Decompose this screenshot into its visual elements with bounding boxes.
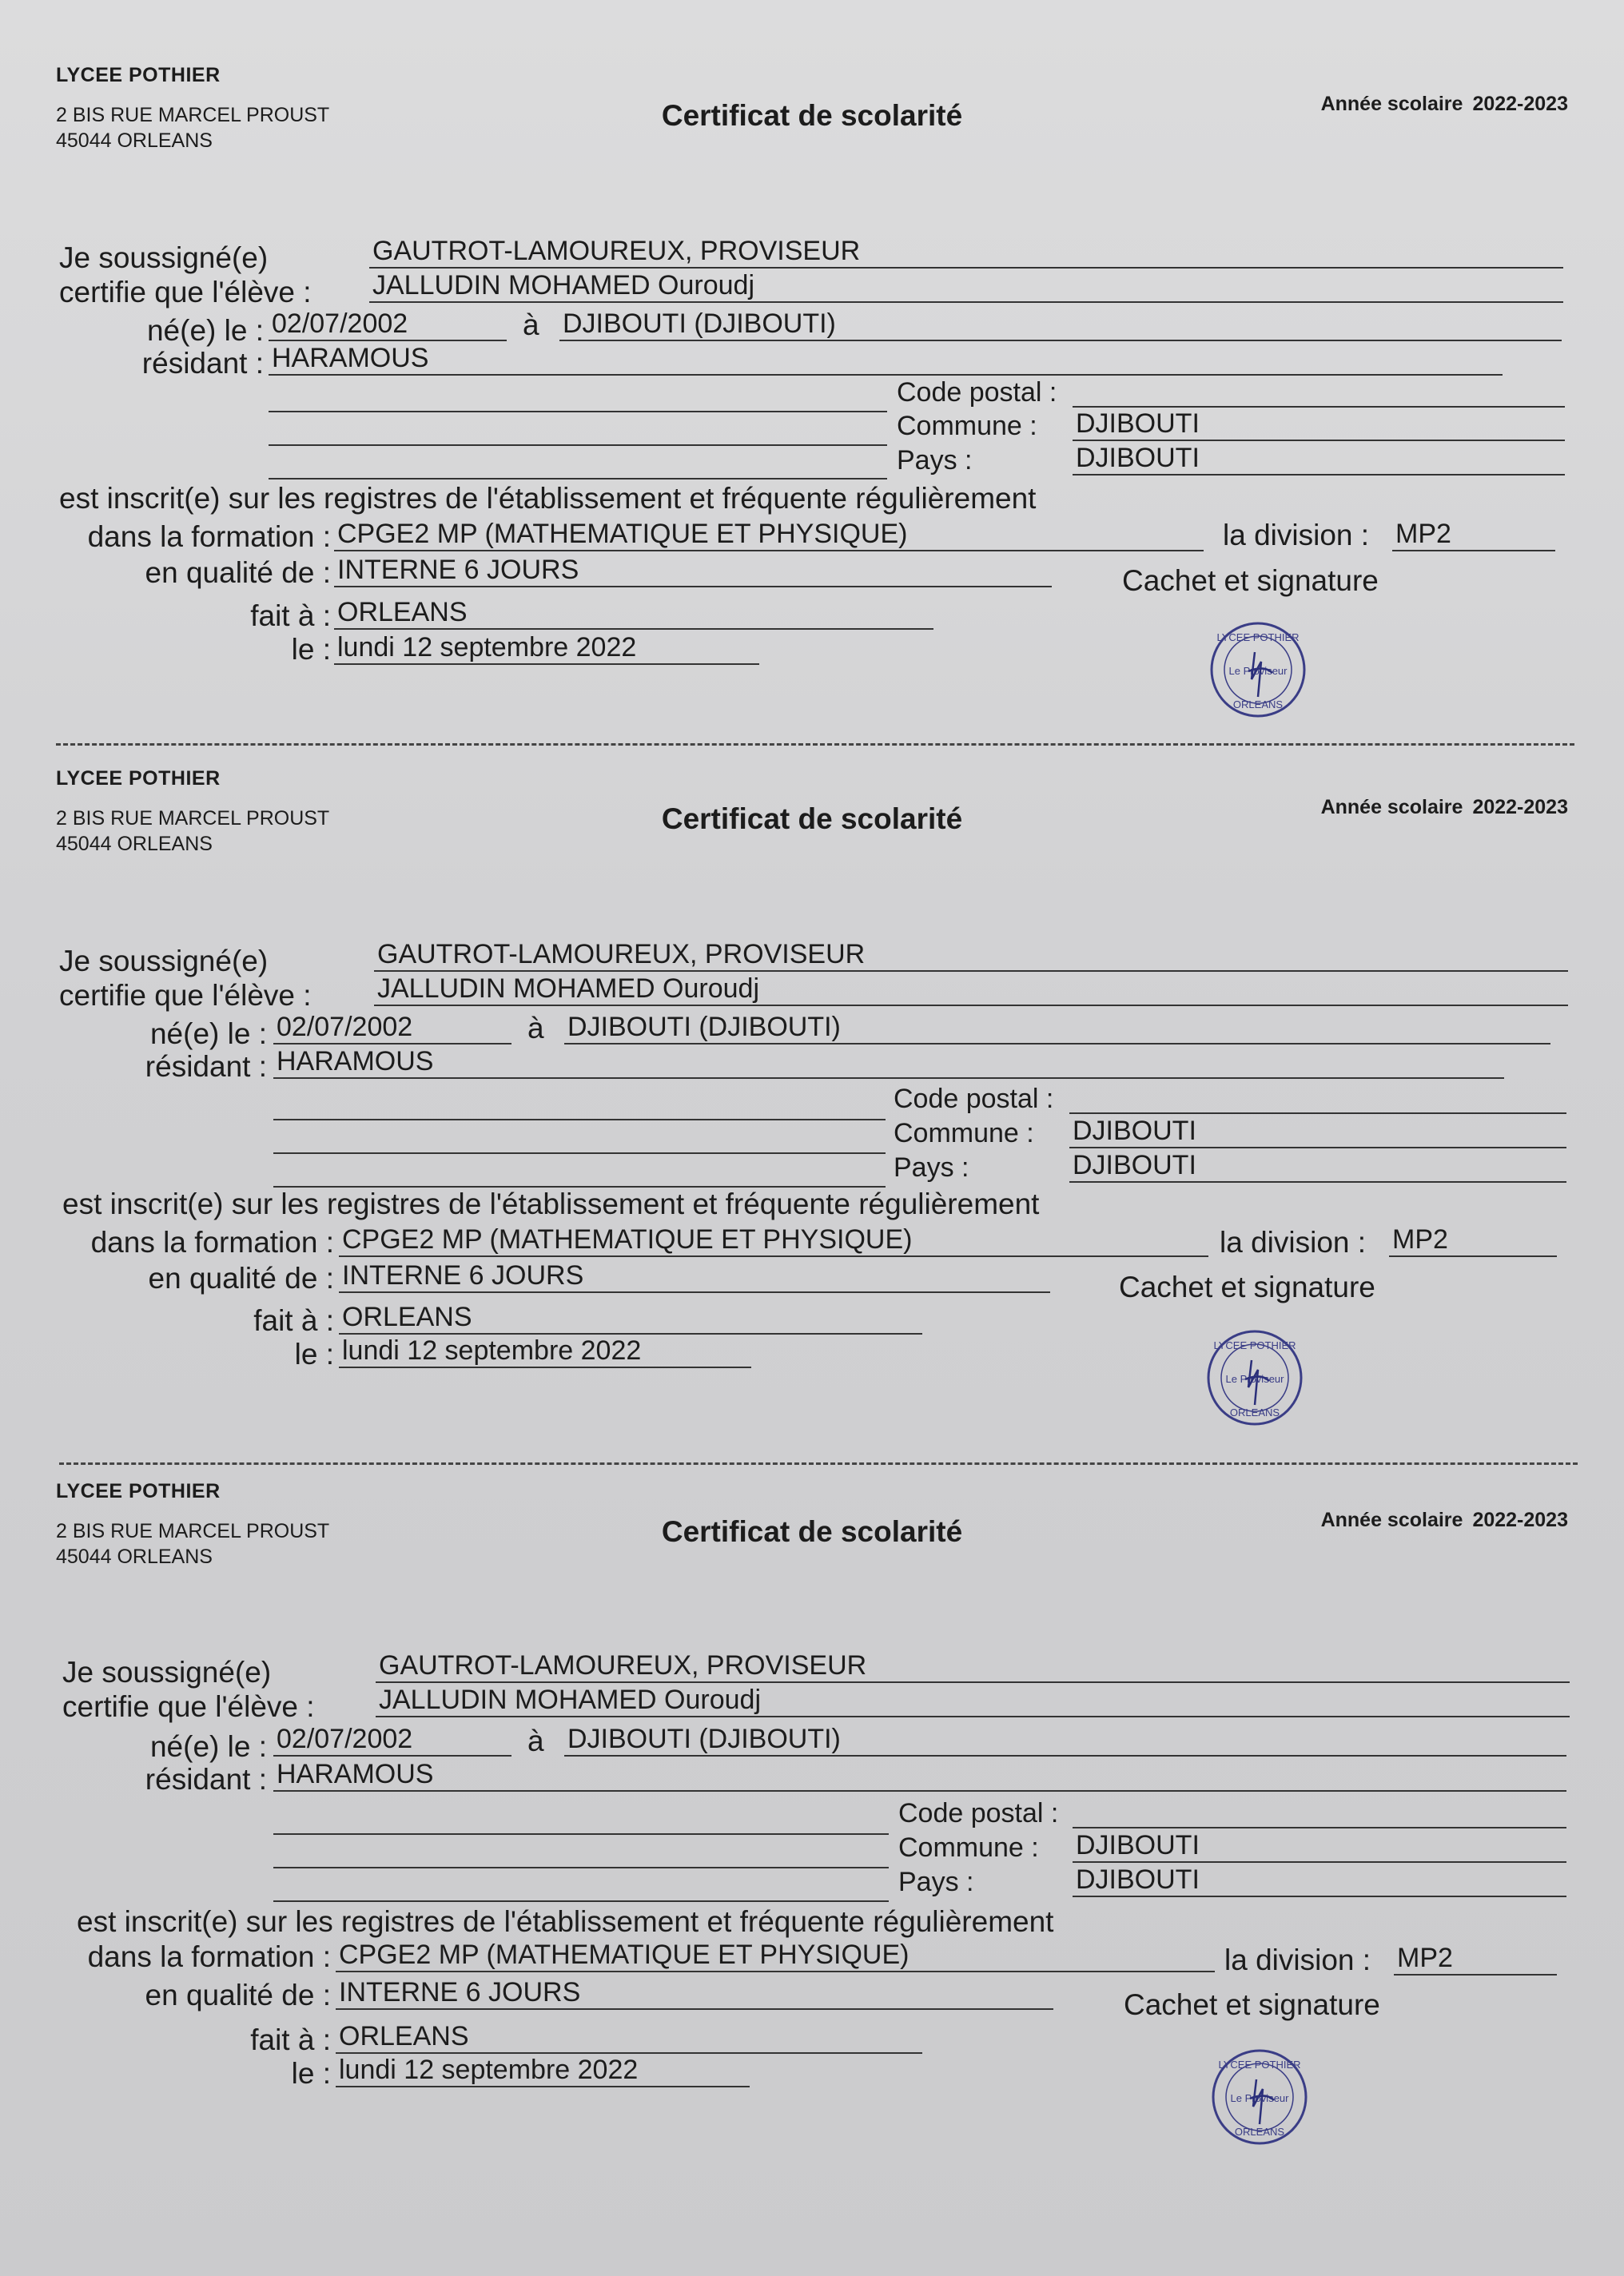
place-label: fait à : <box>253 1304 334 1337</box>
student-field: JALLUDIN MOHAMED Ouroudj <box>376 1684 1570 1717</box>
country-label: Pays : <box>898 1867 974 1897</box>
stamp-bottom-text: ORLEANS <box>1229 1407 1280 1419</box>
school-name: LYCEE POTHIER <box>56 64 221 86</box>
certificate-2 <box>0 703 1624 1419</box>
formation-label: dans la formation : <box>90 1226 334 1259</box>
certificate-title: Certificat de scolarité <box>661 1515 963 1548</box>
stamp-bottom-text: ORLEANS <box>1232 698 1284 710</box>
quality-field: INTERNE 6 JOURS <box>336 1976 1053 2010</box>
resident-label: résidant : <box>145 1763 267 1796</box>
address-line-extra-1 <box>273 1119 886 1120</box>
commune-field: DJIBOUTI <box>1073 408 1565 441</box>
school-stamp-icon <box>1205 1328 1304 1427</box>
commune-field: DJIBOUTI <box>1069 1115 1566 1148</box>
school-year <box>1312 1509 1568 1532</box>
birthplace-field: DJIBOUTI (DJIBOUTI) <box>564 1723 1566 1757</box>
formation-field: CPGE2 MP (MATHEMATIQUE ET PHYSIQUE) <box>336 1939 1215 1972</box>
address-line-1: 2 BIS RUE MARCEL PROUST <box>56 1520 330 1542</box>
address-line-extra-2 <box>269 444 887 446</box>
commune-label: Commune : <box>894 1118 1034 1148</box>
resident-field: HARAMOUS <box>269 342 1503 376</box>
school-year-value: 2022-2023 <box>1472 1509 1568 1531</box>
country-field: DJIBOUTI <box>1073 1864 1566 1897</box>
postal-code-label: Code postal : <box>894 1084 1054 1114</box>
resident-label: résidant : <box>145 1050 267 1083</box>
address-line-extra-3 <box>273 1900 889 1902</box>
enrollment-text: est inscrit(e) sur les registres de l'établissement et fréquente régulièrement <box>62 1188 1040 1220</box>
birthplace-field: DJIBOUTI (DJIBOUTI) <box>559 308 1562 341</box>
resident-field: HARAMOUS <box>273 1045 1504 1079</box>
certificate-title: Certificat de scolarité <box>661 802 963 835</box>
resident-label: résidant : <box>141 347 264 380</box>
address-line-2: 45044 ORLEANS <box>56 129 213 152</box>
formation-label: dans la formation : <box>87 1940 331 1973</box>
born-field: 02/07/2002 <box>269 308 507 341</box>
address-line-extra-1 <box>269 411 887 412</box>
stamp-top-text: LYCEE POTHIER <box>1213 1339 1296 1351</box>
born-field: 02/07/2002 <box>273 1011 511 1044</box>
birthplace-field: DJIBOUTI (DJIBOUTI) <box>564 1011 1550 1044</box>
school-name: LYCEE POTHIER <box>56 767 221 790</box>
place-label: fait à : <box>250 2023 331 2056</box>
address-line-2: 45044 ORLEANS <box>56 833 213 855</box>
division-field: MP2 <box>1389 1224 1557 1257</box>
undersigned-label: Je soussigné(e) <box>59 945 269 977</box>
quality-label: en qualité de : <box>145 556 331 589</box>
address-line-extra-2 <box>273 1152 886 1154</box>
enrollment-text: est inscrit(e) sur les registres de l'établissement et fréquente régulièrement <box>77 1905 1054 1938</box>
place-field: ORLEANS <box>336 2020 922 2054</box>
date-label: le : <box>291 633 331 666</box>
school-year-label: Année scolaire <box>1320 93 1463 115</box>
address-line-1: 2 BIS RUE MARCEL PROUST <box>56 104 330 126</box>
undersigned-field: GAUTROT-LAMOUREUX, PROVISEUR <box>374 938 1568 972</box>
address-line-extra-2 <box>273 1867 889 1868</box>
place-label: fait à : <box>250 599 331 632</box>
undersigned-field: GAUTROT-LAMOUREUX, PROVISEUR <box>376 1649 1570 1683</box>
born-label: né(e) le : <box>149 1730 267 1763</box>
stamp-mid-text: Le Proviseur <box>1228 665 1288 677</box>
postal-code-field <box>1073 374 1565 408</box>
address-line-1: 2 BIS RUE MARCEL PROUST <box>56 807 330 830</box>
certificate-3 <box>0 1416 1624 2138</box>
formation-label: dans la formation : <box>87 520 331 553</box>
country-field: DJIBOUTI <box>1069 1149 1566 1183</box>
quality-label: en qualité de : <box>148 1262 334 1295</box>
place-field: ORLEANS <box>339 1301 922 1335</box>
address-line-extra-1 <box>273 1833 889 1835</box>
resident-field: HARAMOUS <box>273 1758 1566 1792</box>
born-label: né(e) le : <box>149 1017 267 1050</box>
certify-label: certifie que l'élève : <box>59 979 312 1012</box>
student-field: JALLUDIN MOHAMED Ouroudj <box>369 269 1563 303</box>
formation-field: CPGE2 MP (MATHEMATIQUE ET PHYSIQUE) <box>339 1224 1208 1257</box>
born-label: né(e) le : <box>146 314 264 347</box>
commune-label: Commune : <box>897 411 1037 441</box>
postal-code-label: Code postal : <box>898 1798 1059 1828</box>
date-label: le : <box>294 1338 334 1371</box>
quality-field: INTERNE 6 JOURS <box>339 1259 1050 1293</box>
undersigned-field: GAUTROT-LAMOUREUX, PROVISEUR <box>369 235 1563 269</box>
country-field: DJIBOUTI <box>1073 442 1565 475</box>
certify-label: certifie que l'élève : <box>62 1690 315 1723</box>
address-line-extra-3 <box>269 478 887 479</box>
school-year-label: Année scolaire <box>1320 796 1463 818</box>
school-name: LYCEE POTHIER <box>56 1480 221 1502</box>
date-field: lundi 12 septembre 2022 <box>339 1335 751 1368</box>
commune-field: DJIBOUTI <box>1073 1829 1566 1863</box>
school-year <box>1312 796 1568 819</box>
school-year-value: 2022-2023 <box>1472 796 1568 818</box>
at-label: à <box>523 308 539 341</box>
certificate-1 <box>0 0 1624 710</box>
quality-label: en qualité de : <box>145 1979 331 2011</box>
at-label: à <box>527 1012 544 1044</box>
school-stamp-icon <box>1210 2047 1309 2147</box>
at-label: à <box>527 1725 544 1757</box>
stamp-caption: Cachet et signature <box>1122 564 1379 597</box>
undersigned-label: Je soussigné(e) <box>62 1656 272 1689</box>
enrollment-text: est inscrit(e) sur les registres de l'établissement et fréquente régulièrement <box>59 482 1037 515</box>
postal-code-label: Code postal : <box>897 377 1057 408</box>
commune-label: Commune : <box>898 1832 1039 1863</box>
stamp-mid-text: Le Proviseur <box>1230 2092 1289 2104</box>
date-field: lundi 12 septembre 2022 <box>336 2054 750 2087</box>
division-field: MP2 <box>1392 518 1555 551</box>
school-year-value: 2022-2023 <box>1472 93 1568 115</box>
stamp-caption: Cachet et signature <box>1119 1271 1375 1303</box>
born-field: 02/07/2002 <box>273 1723 511 1757</box>
country-label: Pays : <box>894 1152 969 1183</box>
formation-field: CPGE2 MP (MATHEMATIQUE ET PHYSIQUE) <box>334 518 1204 551</box>
date-field: lundi 12 septembre 2022 <box>334 631 759 665</box>
division-field: MP2 <box>1394 1942 1557 1976</box>
stamp-top-text: LYCEE POTHIER <box>1218 2059 1301 2071</box>
school-year <box>1312 93 1568 116</box>
postal-code-field <box>1073 1795 1566 1828</box>
stamp-top-text: LYCEE POTHIER <box>1216 631 1300 643</box>
student-field: JALLUDIN MOHAMED Ouroudj <box>374 973 1568 1006</box>
date-label: le : <box>291 2057 331 2090</box>
stamp-mid-text: Le Proviseur <box>1225 1373 1284 1385</box>
stamp-caption: Cachet et signature <box>1124 1988 1380 2021</box>
undersigned-label: Je soussigné(e) <box>59 241 269 274</box>
division-label: la division : <box>1220 1226 1367 1259</box>
division-label: la division : <box>1224 1944 1371 1976</box>
school-year-label: Année scolaire <box>1320 1509 1463 1531</box>
quality-field: INTERNE 6 JOURS <box>334 554 1052 587</box>
postal-code-field <box>1069 1080 1566 1114</box>
certify-label: certifie que l'élève : <box>59 276 312 308</box>
certificate-title: Certificat de scolarité <box>661 99 963 132</box>
division-label: la division : <box>1223 519 1370 551</box>
country-label: Pays : <box>897 445 973 475</box>
stamp-bottom-text: ORLEANS <box>1234 2126 1285 2138</box>
address-line-2: 45044 ORLEANS <box>56 1546 213 1568</box>
place-field: ORLEANS <box>334 596 933 630</box>
